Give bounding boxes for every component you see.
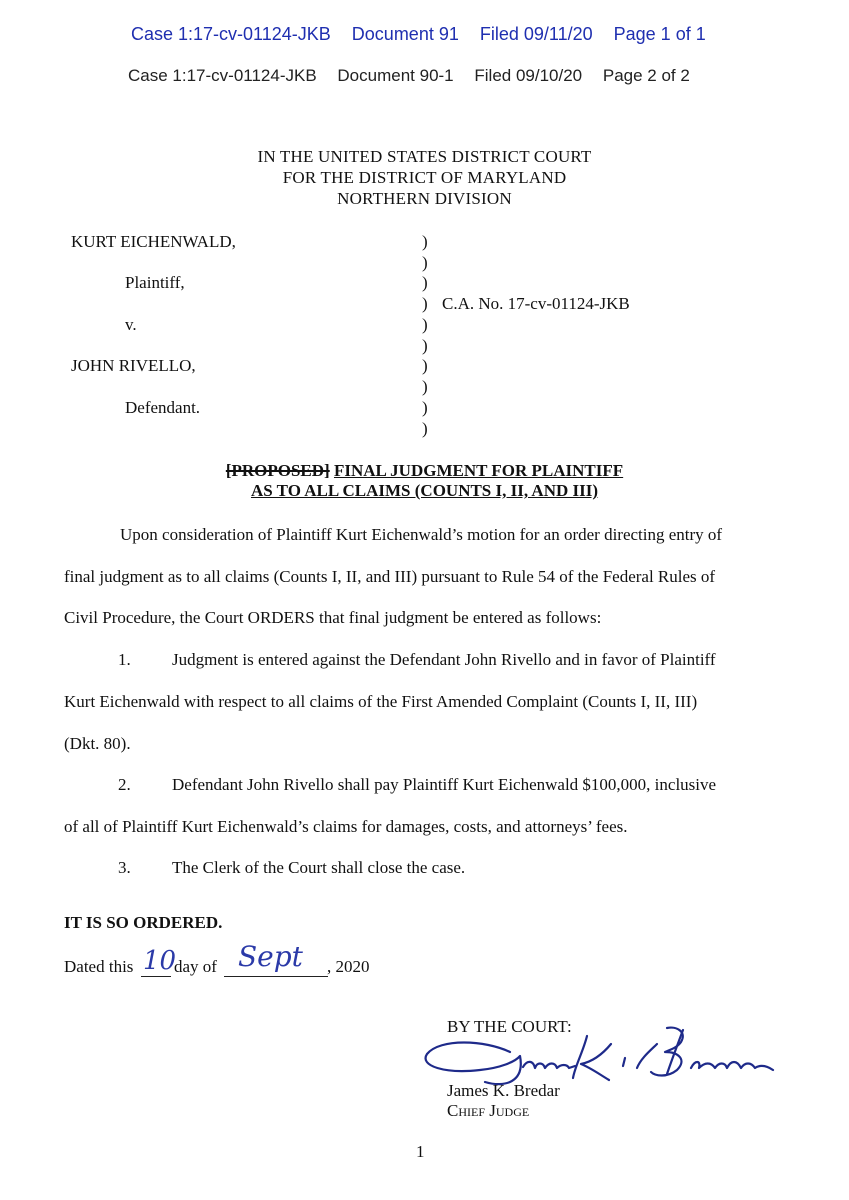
month-underline	[224, 976, 328, 977]
caption-paren: )	[422, 419, 428, 438]
item-number: 3.	[118, 858, 131, 877]
item-number: 1.	[118, 650, 131, 669]
judge-title: Chief Judge	[447, 1101, 530, 1120]
title-line-2: AS TO ALL CLAIMS (COUNTS I, II, AND III)	[250, 481, 599, 500]
caption-paren: )	[422, 356, 428, 375]
item-text: The Clerk of the Court shall close the case.	[172, 858, 466, 877]
plaintiff-role: Plaintiff,	[125, 273, 185, 292]
document-title	[0, 461, 849, 501]
court-heading	[0, 146, 849, 209]
defendant-name: JOHN RIVELLO,	[71, 356, 196, 375]
dated-prefix: Dated this	[64, 957, 134, 976]
court-line-1: IN THE UNITED STATES DISTRICT COURT	[257, 147, 592, 166]
caption-paren: )	[422, 398, 428, 417]
caption-paren: )	[422, 273, 428, 292]
header-case-number: Case 1:17-cv-01124-JKB	[128, 66, 317, 85]
caption-paren: )	[422, 253, 428, 272]
intro-line-1: Upon consideration of Plaintiff Kurt Eichenwald’s motion for an order directing entry of	[120, 525, 723, 544]
handwritten-day: 10	[143, 946, 177, 976]
case-number: C.A. No. 17-cv-01124-JKB	[442, 294, 630, 313]
caption-paren: )	[422, 377, 428, 396]
dated-year: , 2020	[327, 957, 370, 976]
filing-stamp	[131, 24, 722, 45]
header-filed-date: Filed 09/10/20	[474, 66, 583, 85]
judge-name: James K. Bredar	[447, 1081, 560, 1100]
handwritten-month: Sept	[238, 940, 303, 973]
stamp-filed-date: Filed 09/11/20	[479, 24, 593, 44]
dated-middle: day of	[174, 957, 217, 976]
stamp-document-number: Document 91	[351, 24, 459, 44]
header-document-number: Document 90-1	[337, 66, 454, 85]
original-header	[128, 66, 706, 86]
caption-paren: )	[422, 315, 428, 334]
plaintiff-name: KURT EICHENWALD,	[71, 232, 236, 251]
intro-line-3: Civil Procedure, the Court ORDERS that final judgment be entered as follows:	[64, 608, 602, 627]
day-underline	[141, 976, 171, 977]
item-text: Kurt Eichenwald with respect to all claims of the First Amended Complaint (Counts I, II, III)	[64, 692, 698, 711]
stamp-case-number: Case 1:17-cv-01124-JKB	[131, 24, 331, 44]
item-text: Judgment is entered against the Defendant John Rivello and in favor of Plaintiff	[172, 650, 716, 669]
defendant-role: Defendant.	[125, 398, 201, 417]
court-line-3: NORTHERN DIVISION	[337, 189, 512, 208]
caption-paren: )	[422, 294, 428, 313]
so-ordered: IT IS SO ORDERED.	[64, 913, 223, 932]
stamp-page-count: Page 1 of 1	[613, 24, 706, 44]
item-number: 2.	[118, 775, 131, 794]
page-number: 1	[416, 1142, 425, 1161]
item-text: Defendant John Rivello shall pay Plaintiff Kurt Eichenwald $100,000, inclusive	[172, 775, 717, 794]
intro-line-2: final judgment as to all claims (Counts I, II, and III) pursuant to Rule 54 of the Federal Rules of	[64, 567, 716, 586]
header-page-count: Page 2 of 2	[602, 66, 690, 85]
item-text: (Dkt. 80).	[64, 734, 131, 753]
caption-paren: )	[422, 232, 428, 251]
title-line-1: FINAL JUDGMENT FOR PLAINTIFF	[333, 461, 624, 480]
title-struck-word: [PROPOSED]	[225, 461, 330, 480]
item-text: of all of Plaintiff Kurt Eichenwald’s claims for damages, costs, and attorneys’ fees.	[64, 817, 628, 836]
by-the-court: BY THE COURT:	[447, 1017, 572, 1036]
versus-label: v.	[125, 315, 137, 334]
caption-paren: )	[422, 336, 428, 355]
court-line-2: FOR THE DISTRICT OF MARYLAND	[282, 168, 567, 187]
